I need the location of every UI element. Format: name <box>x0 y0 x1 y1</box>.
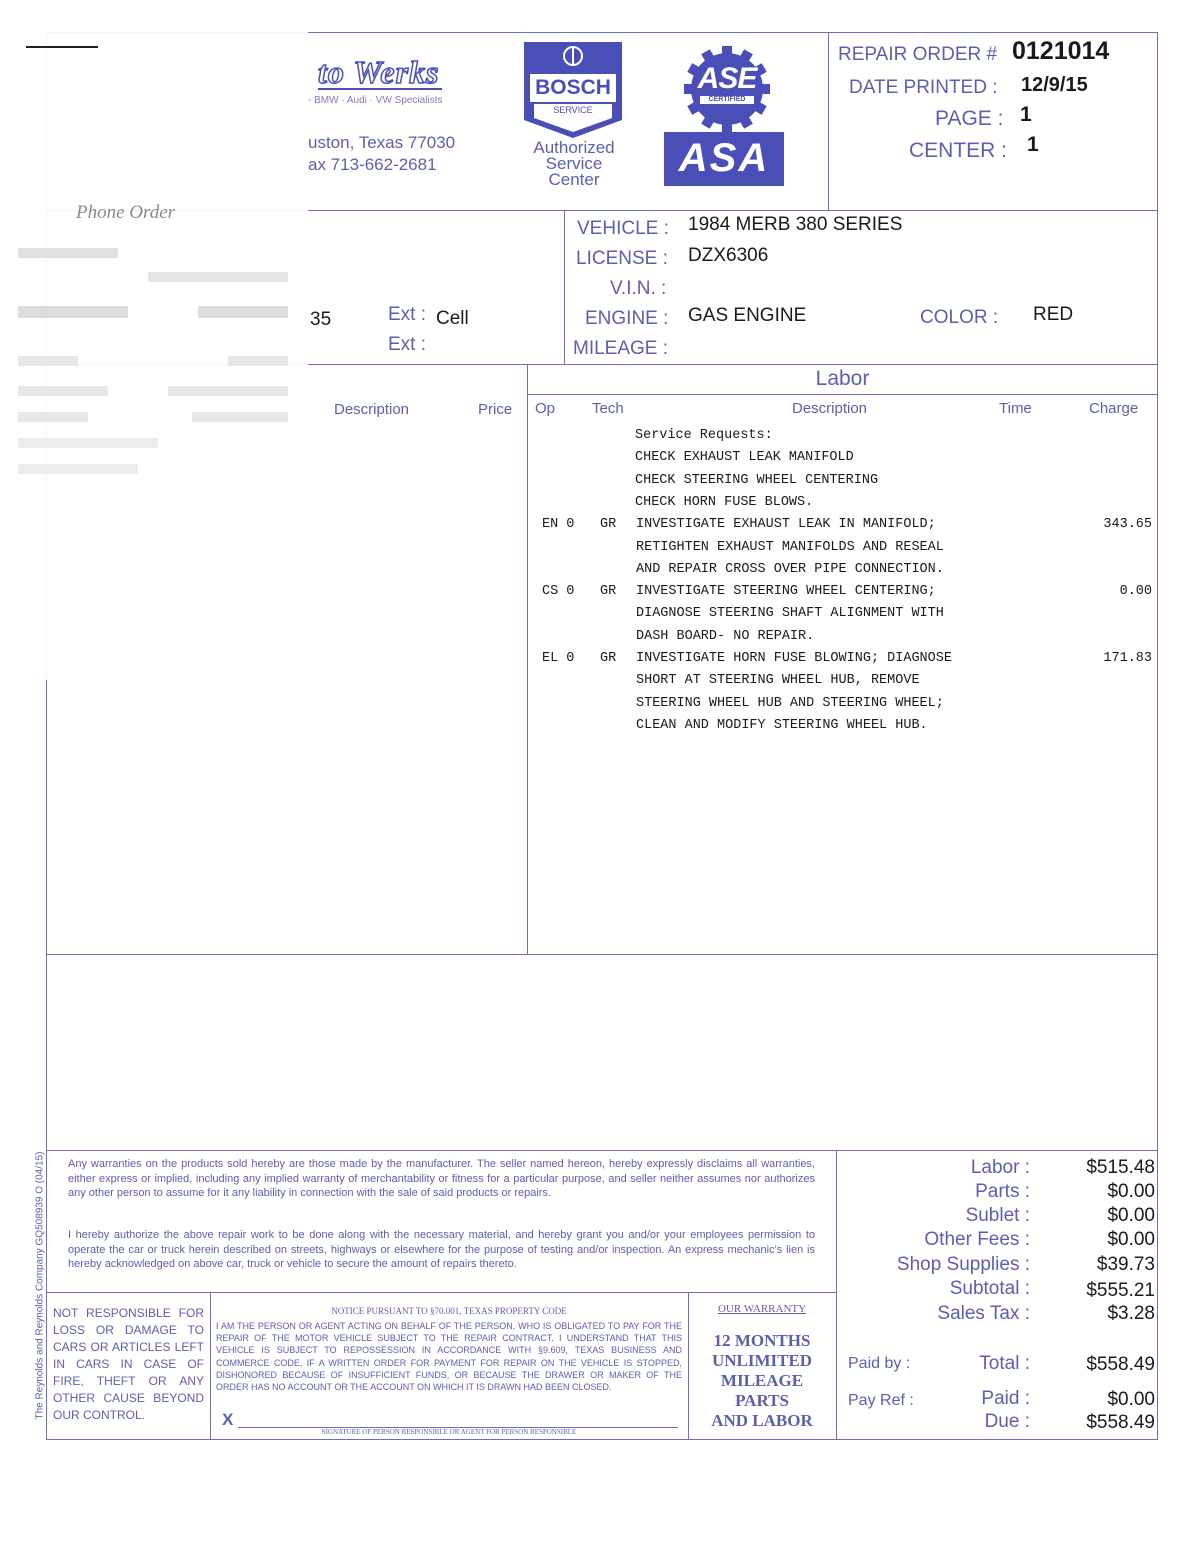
labor-title: Labor <box>815 367 870 390</box>
bosch-service: SERVICE <box>553 105 593 115</box>
color-value: RED <box>1033 304 1074 325</box>
date-printed-label: DATE PRINTED : <box>849 77 998 98</box>
bosch-brand: BOSCH <box>535 76 611 99</box>
labor-charge: 343.65 <box>1103 517 1152 533</box>
signature-x: X <box>222 1410 234 1429</box>
asa-text: ASA <box>678 136 770 180</box>
faded-line <box>168 386 288 396</box>
labor-description-line: INVESTIGATE EXHAUST LEAK IN MANIFOLD; <box>636 517 936 533</box>
labor-op-code: EL 0 <box>542 651 575 666</box>
phone-number: 35 <box>310 309 332 330</box>
parts-price-header: Price <box>478 401 513 418</box>
redaction-mark <box>26 46 98 48</box>
divider <box>564 210 565 364</box>
engine-value: GAS ENGINE <box>688 305 807 326</box>
faded-line <box>18 438 158 448</box>
mileage-label: MILEAGE : <box>573 338 669 359</box>
faded-line <box>148 272 288 282</box>
repair-order-label: REPAIR ORDER # <box>838 44 998 65</box>
sales-tax-label: Sales Tax : <box>937 1303 1030 1324</box>
asa-logo <box>664 132 784 186</box>
auth-line: Center <box>548 170 600 189</box>
ext-value: Cell <box>436 308 469 329</box>
labor-description-line: INVESTIGATE HORN FUSE BLOWING; DIAGNOSE <box>636 651 952 666</box>
total-label: Total : <box>979 1353 1030 1374</box>
shop-supplies-value: $39.73 <box>1096 1254 1155 1275</box>
faded-line <box>18 412 88 422</box>
divider <box>527 394 1158 395</box>
warranty-title: OUR WARRANTY <box>717 1303 807 1315</box>
shop-tagline: - BMW · Audi · VW Specialists <box>308 95 443 106</box>
license-label: LICENSE : <box>576 248 668 269</box>
color-label: COLOR : <box>920 307 999 328</box>
labor-op-header: Op <box>535 400 556 417</box>
warranty-disclaimer: Any warranties on the products sold hereby are those made by the manufacturer. The seller named hereon, hereby expressly disclaims all warranties, either express or implied, including any implied warranty of merchantability or fitness for a particular purpose, and seller neither assumes nor authorizes any other person to assume for it any liability in connection with the sale of said products or repairs. <box>68 1158 815 1199</box>
authorization-text: I hereby authorize the above repair work to be done along with the necessary material, and hereby grant you and/or your employees permission to operate the car or truck herein described on streets, highways or elsewhere for the purpose of testing and/or inspection. An express mechanic's lien is hereby acknowledged on above car, truck or vehicle to secure the amount of repairs thereto. <box>68 1229 815 1270</box>
divider <box>828 32 829 210</box>
shop-address: uston, Texas 77030 <box>308 133 456 152</box>
labor-description-line: STEERING WHEEL HUB AND STEERING WHEEL; <box>636 695 944 711</box>
labor-time-header: Time <box>999 400 1032 417</box>
bosch-logo <box>524 42 622 138</box>
due-value: $558.49 <box>1086 1412 1155 1433</box>
service-requests-heading: Service Requests: <box>635 428 773 443</box>
labor-description-line: AND REPAIR CROSS OVER PIPE CONNECTION. <box>636 561 944 577</box>
date-printed-value: 12/9/15 <box>1021 74 1088 96</box>
paid-label: Paid : <box>981 1388 1030 1409</box>
parts-total-label: Parts : <box>975 1181 1030 1202</box>
auth-line: Authorized <box>533 138 615 157</box>
repair-order-number: 0121014 <box>1012 37 1110 65</box>
parts-description-header: Description <box>334 401 410 418</box>
shop-fax: ax 713-662-2681 <box>308 155 437 174</box>
center-value: 1 <box>1027 133 1039 156</box>
divider <box>688 1292 689 1440</box>
pay-ref-label: Pay Ref : <box>848 1392 914 1409</box>
warranty-terms <box>690 1331 834 1431</box>
paid-value: $0.00 <box>1107 1389 1155 1410</box>
parts-total-value: $0.00 <box>1107 1181 1155 1202</box>
labor-description-line: SHORT AT STEERING WHEEL HUB, REMOVE <box>636 673 920 689</box>
labor-total-label: Labor : <box>970 1157 1030 1178</box>
labor-description-line: DIAGNOSE STEERING SHAFT ALIGNMENT WITH <box>636 606 944 622</box>
center-label: CENTER : <box>909 139 1008 162</box>
service-request: CHECK STEERING WHEEL CENTERING <box>635 472 879 488</box>
sublet-label: Sublet : <box>965 1205 1030 1226</box>
warranty-line: AND LABOR <box>711 1411 813 1430</box>
faded-line <box>18 306 128 318</box>
labor-description-line: DASH BOARD- NO REPAIR. <box>636 628 815 644</box>
other-fees-label: Other Fees : <box>924 1229 1030 1250</box>
labor-tech: GR <box>600 517 617 533</box>
labor-charge: 0.00 <box>1119 584 1152 600</box>
faded-text-block <box>18 240 288 480</box>
labor-op-code: EN 0 <box>542 517 575 533</box>
warranty-line: 12 MONTHS <box>713 1331 811 1350</box>
faded-line <box>192 412 288 422</box>
divider <box>46 1292 836 1293</box>
ase-text: ASE <box>697 62 757 95</box>
labor-description-line: RETIGHTEN EXHAUST MANIFOLDS AND RESEAL <box>636 539 944 555</box>
labor-tech-header: Tech <box>592 400 624 417</box>
notice-body: I AM THE PERSON OR AGENT ACTING ON BEHALF OF THE PERSON, WHO IS OBLIGATED TO PAY FOR THE REPAIR OF THE MOTOR VEHICLE SUBJECT TO THE REPAIR CONTRACT. I UNDERSTAND THAT THIS VEHICLE IS SUBJECT TO REPOSSESSION IN ACCORDANCE WITH §9.609, TEXAS BUSINESS AND COMMERCE CODE, IF A WRITTEN ORDER FOR PAYMENT FOR REPAIR ON THE VEHICLE IS STOPPED, DISHONORED BECAUSE OF INSUFFICIENT FUNDS, OR BECAUSE THE DRAWER OR MAKER OF THE ORDER HAS NO ACCOUNT OR THE ACCOUNT ON WHICH IT IS DRAWN HAD BEEN CLOSED. <box>216 1321 682 1393</box>
ext-label: Ext : <box>388 304 427 325</box>
faded-line <box>228 356 288 366</box>
warranty-line: UNLIMITED <box>711 1351 813 1370</box>
warranty-line: PARTS <box>735 1391 789 1410</box>
labor-charge-header: Charge <box>1089 400 1139 417</box>
labor-description-line: INVESTIGATE STEERING WHEEL CENTERING; <box>636 584 936 600</box>
labor-op-code: CS 0 <box>542 584 575 600</box>
divider <box>527 364 528 954</box>
labor-lines <box>530 428 1156 748</box>
shop-supplies-label: Shop Supplies : <box>896 1254 1030 1275</box>
engine-label: ENGINE : <box>585 308 669 329</box>
service-request: CHECK HORN FUSE BLOWS. <box>635 494 814 510</box>
auth-line: Service <box>545 154 603 173</box>
faded-line <box>18 386 108 396</box>
shop-name: to Werks <box>318 54 440 90</box>
subtotal-label: Subtotal : <box>949 1278 1030 1299</box>
handwritten-note: Phone Order <box>76 202 176 223</box>
notice-title: NOTICE PURSUANT TO §70.001, TEXAS PROPERTY CODE <box>331 1306 567 1316</box>
divider <box>46 954 1158 955</box>
labor-charge: 171.83 <box>1103 651 1152 666</box>
license-value: DZX6306 <box>688 245 769 266</box>
faded-line <box>18 464 138 474</box>
authorized-service-center <box>520 140 628 188</box>
labor-description-header: Description <box>792 400 868 417</box>
labor-description-line: CLEAN AND MODIFY STEERING WHEEL HUB. <box>636 717 928 733</box>
warranty-line: MILEAGE <box>720 1371 804 1390</box>
divider <box>210 1292 211 1440</box>
redaction-overlay <box>0 30 308 680</box>
ase-certified: CERTIFIED <box>708 96 746 103</box>
ext-label: Ext : <box>388 334 427 355</box>
shop-name-underline <box>318 88 442 90</box>
labor-tech: GR <box>600 651 617 666</box>
divider <box>836 1150 837 1440</box>
vehicle-value: 1984 MERB 380 SERIES <box>688 214 903 235</box>
subtotal-value: $555.21 <box>1086 1280 1155 1301</box>
other-fees-value: $0.00 <box>1107 1229 1155 1250</box>
service-request: CHECK EXHAUST LEAK MANIFOLD <box>635 450 854 466</box>
total-value: $558.49 <box>1086 1354 1155 1375</box>
divider <box>46 1150 1158 1151</box>
page-label: PAGE : <box>935 107 1004 130</box>
sublet-value: $0.00 <box>1107 1205 1155 1226</box>
vin-label: V.I.N. : <box>610 278 667 299</box>
faded-line <box>18 248 118 258</box>
form-number: The Reynolds and Reynolds Company GQ508939 O (04/15) <box>34 1151 46 1420</box>
paid-by-label: Paid by : <box>848 1355 911 1372</box>
vehicle-label: VEHICLE : <box>577 218 669 239</box>
signature-caption: SIGNATURE OF PERSON RESPONSIBLE OR AGENT FOR PERSON RESPONSIBLE <box>321 1428 577 1436</box>
due-label: Due : <box>984 1411 1030 1432</box>
faded-line <box>18 356 78 366</box>
not-responsible-text: NOT RESPONSIBLE FOR LOSS OR DAMAGE TO CARS OR ARTICLES LEFT IN CARS IN CASE OF FIRE, THEFT OR ANY OTHER CAUSE BEYOND OUR CONTROL. <box>53 1306 204 1422</box>
labor-tech: GR <box>600 584 617 600</box>
faded-line <box>198 306 288 318</box>
sales-tax-value: $3.28 <box>1107 1303 1155 1324</box>
labor-total-value: $515.48 <box>1086 1157 1155 1178</box>
ase-logo <box>682 44 772 134</box>
page-value: 1 <box>1020 103 1032 126</box>
